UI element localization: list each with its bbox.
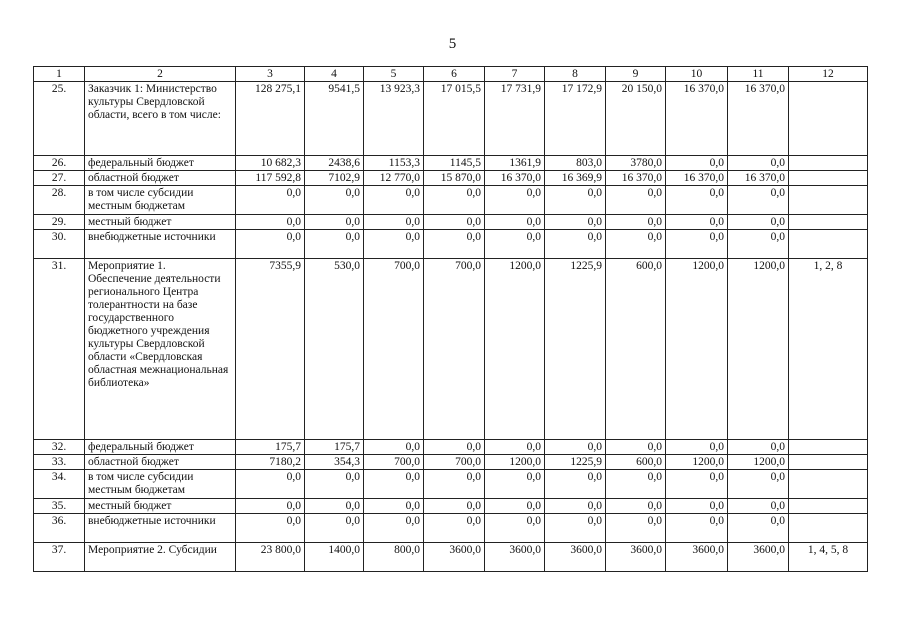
value-cell: 23 800,0: [236, 543, 305, 572]
header-cell: 12: [789, 67, 868, 82]
table-row: [34, 156, 868, 171]
value-cell: 17 731,9: [485, 82, 545, 156]
page-number: 5: [448, 36, 457, 52]
header-cell: 8: [545, 67, 606, 82]
value-cell: 0,0: [606, 514, 666, 543]
value-cell: 9541,5: [305, 82, 364, 156]
value-cell: 1153,3: [364, 156, 424, 171]
row-number-cell: 26.: [34, 156, 85, 171]
value-cell: 0,0: [364, 186, 424, 215]
value-cell: 0,0: [728, 230, 789, 259]
value-cell: 0,0: [364, 440, 424, 455]
value-cell: 0,0: [485, 440, 545, 455]
value-cell: 17 172,9: [545, 82, 606, 156]
value-cell: 0,0: [666, 514, 728, 543]
value-cell: 2438,6: [305, 156, 364, 171]
value-cell: 0,0: [606, 186, 666, 215]
value-cell: 7355,9: [236, 259, 305, 440]
value-cell: 1200,0: [666, 455, 728, 470]
value-cell: 16 370,0: [485, 171, 545, 186]
value-cell: 15 870,0: [424, 171, 485, 186]
value-cell: 800,0: [364, 543, 424, 572]
target-cell: [789, 186, 868, 215]
value-cell: 16 370,0: [728, 171, 789, 186]
row-number-cell: 30.: [34, 230, 85, 259]
value-cell: 0,0: [236, 215, 305, 230]
row-name-cell: Мероприятие 1. Обеспечение деятельности регионального Центра толерантности на базе государственного бюджетного учреждения культуры Свердловской области «Свердловская областная межнациональная библиотека»: [85, 259, 236, 440]
table-row: [34, 215, 868, 230]
value-cell: 1200,0: [728, 259, 789, 440]
header-cell: 10: [666, 67, 728, 82]
value-cell: 0,0: [666, 156, 728, 171]
value-cell: 0,0: [728, 215, 789, 230]
row-name-cell: местный бюджет: [85, 499, 236, 514]
value-cell: 0,0: [606, 230, 666, 259]
row-number-cell: 31.: [34, 259, 85, 440]
header-cell: 6: [424, 67, 485, 82]
table-row: [34, 259, 868, 440]
row-number-cell: 28.: [34, 186, 85, 215]
value-cell: 16 370,0: [666, 82, 728, 156]
header-cell: 11: [728, 67, 789, 82]
target-cell: 1, 4, 5, 8: [789, 543, 868, 572]
row-number-cell: 34.: [34, 470, 85, 499]
row-number-cell: 33.: [34, 455, 85, 470]
value-cell: 117 592,8: [236, 171, 305, 186]
value-cell: 0,0: [305, 215, 364, 230]
target-cell: [789, 215, 868, 230]
row-name-cell: в том числе субсидии местным бюджетам: [85, 470, 236, 499]
value-cell: 0,0: [545, 499, 606, 514]
value-cell: 20 150,0: [606, 82, 666, 156]
header-cell: 4: [305, 67, 364, 82]
row-number-cell: 36.: [34, 514, 85, 543]
value-cell: 0,0: [424, 514, 485, 543]
value-cell: 12 770,0: [364, 171, 424, 186]
table-body: [34, 67, 868, 572]
value-cell: 0,0: [606, 440, 666, 455]
value-cell: 354,3: [305, 455, 364, 470]
row-name-cell: Мероприятие 2. Субсидии: [85, 543, 236, 572]
value-cell: 1200,0: [485, 455, 545, 470]
value-cell: 0,0: [485, 230, 545, 259]
value-cell: 600,0: [606, 455, 666, 470]
value-cell: 0,0: [485, 215, 545, 230]
table-row: [34, 514, 868, 543]
value-cell: 16 370,0: [728, 82, 789, 156]
value-cell: 1200,0: [728, 455, 789, 470]
target-cell: [789, 455, 868, 470]
value-cell: 3600,0: [485, 543, 545, 572]
value-cell: 0,0: [545, 440, 606, 455]
row-number-cell: 25.: [34, 82, 85, 156]
value-cell: 3600,0: [424, 543, 485, 572]
table-row: [34, 470, 868, 499]
value-cell: 0,0: [305, 514, 364, 543]
value-cell: 0,0: [666, 186, 728, 215]
value-cell: 0,0: [666, 440, 728, 455]
value-cell: 3780,0: [606, 156, 666, 171]
value-cell: 0,0: [485, 499, 545, 514]
row-name-cell: внебюджетные источники: [85, 514, 236, 543]
value-cell: 16 369,9: [545, 171, 606, 186]
value-cell: 0,0: [545, 514, 606, 543]
value-cell: 16 370,0: [606, 171, 666, 186]
value-cell: 0,0: [606, 470, 666, 499]
value-cell: 700,0: [424, 455, 485, 470]
value-cell: 1225,9: [545, 259, 606, 440]
value-cell: 0,0: [364, 470, 424, 499]
value-cell: 600,0: [606, 259, 666, 440]
header-row: [34, 67, 868, 82]
value-cell: 0,0: [236, 230, 305, 259]
value-cell: 3600,0: [728, 543, 789, 572]
row-name-cell: федеральный бюджет: [85, 440, 236, 455]
row-number-cell: 32.: [34, 440, 85, 455]
value-cell: 0,0: [305, 470, 364, 499]
value-cell: 0,0: [666, 499, 728, 514]
value-cell: 0,0: [728, 514, 789, 543]
value-cell: 0,0: [728, 186, 789, 215]
value-cell: 0,0: [728, 499, 789, 514]
value-cell: 128 275,1: [236, 82, 305, 156]
header-cell: 7: [485, 67, 545, 82]
value-cell: 0,0: [424, 215, 485, 230]
value-cell: 3600,0: [666, 543, 728, 572]
header-cell: 2: [85, 67, 236, 82]
target-cell: [789, 470, 868, 499]
header-cell: 3: [236, 67, 305, 82]
value-cell: 0,0: [424, 230, 485, 259]
value-cell: 0,0: [236, 499, 305, 514]
value-cell: 0,0: [236, 514, 305, 543]
value-cell: 0,0: [728, 156, 789, 171]
value-cell: 700,0: [424, 259, 485, 440]
value-cell: 0,0: [236, 470, 305, 499]
value-cell: 7180,2: [236, 455, 305, 470]
value-cell: 1200,0: [485, 259, 545, 440]
row-name-cell: федеральный бюджет: [85, 156, 236, 171]
value-cell: 0,0: [305, 186, 364, 215]
value-cell: 0,0: [364, 514, 424, 543]
target-cell: 1, 2, 8: [789, 259, 868, 440]
value-cell: 0,0: [728, 440, 789, 455]
table-row: [34, 82, 868, 156]
value-cell: 0,0: [545, 470, 606, 499]
target-cell: [789, 171, 868, 186]
value-cell: 0,0: [364, 499, 424, 514]
value-cell: 0,0: [606, 499, 666, 514]
value-cell: 0,0: [485, 186, 545, 215]
budget-table: [33, 66, 868, 572]
value-cell: 16 370,0: [666, 171, 728, 186]
value-cell: 0,0: [666, 230, 728, 259]
row-number-cell: 35.: [34, 499, 85, 514]
value-cell: 175,7: [305, 440, 364, 455]
row-name-cell: Заказчик 1: Министерство культуры Свердловской области, всего в том числе:: [85, 82, 236, 156]
value-cell: 0,0: [666, 470, 728, 499]
value-cell: 1145,5: [424, 156, 485, 171]
table-row: [34, 171, 868, 186]
value-cell: 3600,0: [545, 543, 606, 572]
value-cell: 0,0: [424, 470, 485, 499]
target-cell: [789, 514, 868, 543]
value-cell: 700,0: [364, 455, 424, 470]
header-cell: 1: [34, 67, 85, 82]
row-name-cell: областной бюджет: [85, 171, 236, 186]
row-name-cell: областной бюджет: [85, 455, 236, 470]
value-cell: 530,0: [305, 259, 364, 440]
value-cell: 0,0: [364, 215, 424, 230]
value-cell: 0,0: [424, 186, 485, 215]
target-cell: [789, 82, 868, 156]
value-cell: 0,0: [305, 499, 364, 514]
value-cell: 10 682,3: [236, 156, 305, 171]
value-cell: 1361,9: [485, 156, 545, 171]
target-cell: [789, 156, 868, 171]
value-cell: 0,0: [236, 186, 305, 215]
header-cell: 9: [606, 67, 666, 82]
value-cell: 0,0: [424, 499, 485, 514]
value-cell: 0,0: [545, 230, 606, 259]
table-row: [34, 543, 868, 572]
value-cell: 700,0: [364, 259, 424, 440]
value-cell: 0,0: [364, 230, 424, 259]
value-cell: 17 015,5: [424, 82, 485, 156]
value-cell: 0,0: [666, 215, 728, 230]
value-cell: 803,0: [545, 156, 606, 171]
value-cell: 0,0: [728, 470, 789, 499]
value-cell: 0,0: [606, 215, 666, 230]
value-cell: 0,0: [485, 470, 545, 499]
table-row: [34, 440, 868, 455]
table-row: [34, 499, 868, 514]
row-number-cell: 29.: [34, 215, 85, 230]
value-cell: 175,7: [236, 440, 305, 455]
value-cell: 0,0: [545, 215, 606, 230]
header-cell: 5: [364, 67, 424, 82]
value-cell: 0,0: [305, 230, 364, 259]
table-row: [34, 230, 868, 259]
row-name-cell: местный бюджет: [85, 215, 236, 230]
table-row: [34, 186, 868, 215]
row-name-cell: внебюджетные источники: [85, 230, 236, 259]
row-name-cell: в том числе субсидии местным бюджетам: [85, 186, 236, 215]
value-cell: 1225,9: [545, 455, 606, 470]
target-cell: [789, 230, 868, 259]
target-cell: [789, 440, 868, 455]
value-cell: 3600,0: [606, 543, 666, 572]
table-row: [34, 455, 868, 470]
value-cell: 13 923,3: [364, 82, 424, 156]
row-number-cell: 37.: [34, 543, 85, 572]
value-cell: 7102,9: [305, 171, 364, 186]
value-cell: 0,0: [485, 514, 545, 543]
value-cell: 0,0: [545, 186, 606, 215]
value-cell: 1200,0: [666, 259, 728, 440]
value-cell: 0,0: [424, 440, 485, 455]
row-number-cell: 27.: [34, 171, 85, 186]
value-cell: 1400,0: [305, 543, 364, 572]
target-cell: [789, 499, 868, 514]
